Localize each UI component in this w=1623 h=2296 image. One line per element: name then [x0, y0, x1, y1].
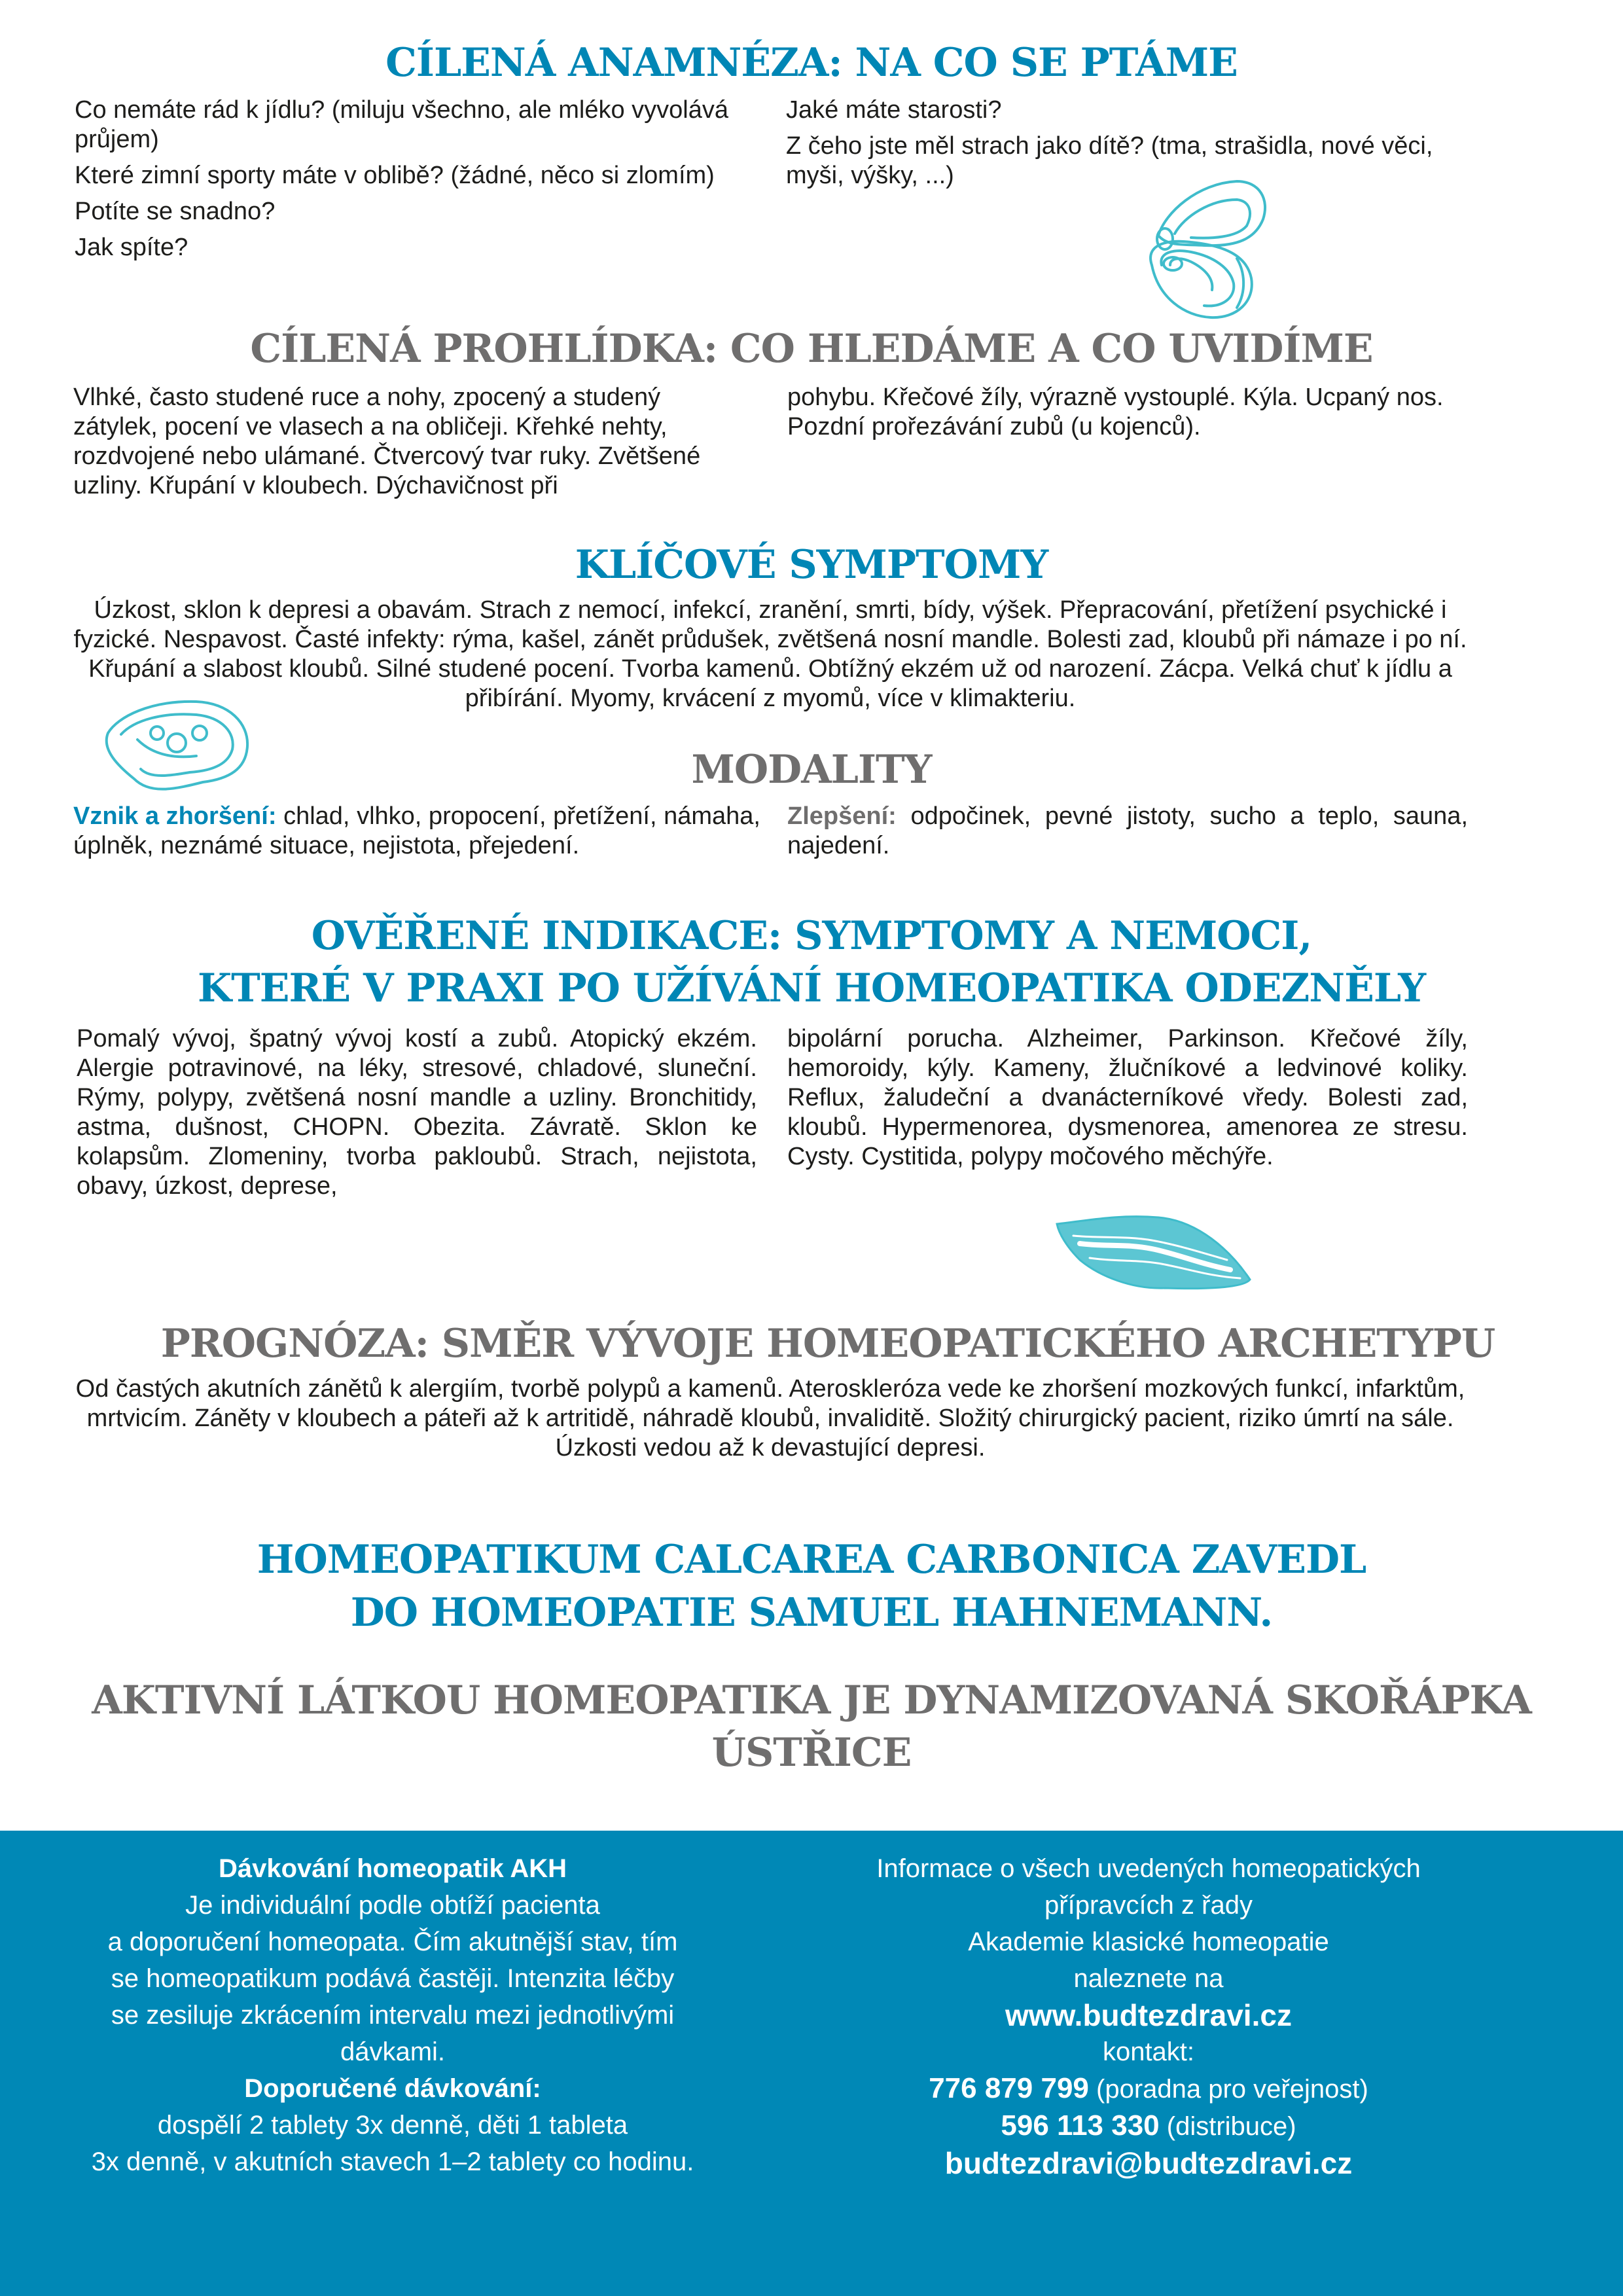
- info-line: naleznete na: [1073, 1964, 1224, 1993]
- indikace-left-column: Pomalý vývoj, špatný vývoj kostí a zubů. Atopický ekzém. Alergie potravinové, na léky, stresové, chladové, sluneční. Rýmy, polypy, zvětšená nosní mandle a uzliny. Bronchitidy, astma, dušnost, CHOPN. Obezita. Závratě. Sklon ke kolapsům. Zlomeniny, tvorba pakloubů. Strach, nejistota, obavy, úzkost, deprese,: [77, 1025, 757, 1200]
- anamneza-title: CÍLENÁ ANAMNÉZA: NA CO SE PTÁME: [385, 40, 1238, 86]
- dosage-line: se homeopatikum podává častěji. Intenzita léčby: [111, 1964, 675, 1993]
- anamneza-question: Z čeho jste měl strach jako dítě? (tma, strašidla, nové věci, myši, výšky, ...): [786, 132, 1433, 189]
- hahnemann-line2: DO HOMEOPATIE SAMUEL HAHNEMANN.: [350, 1590, 1273, 1636]
- indikace-title-line2: KTERÉ V PRAXI PO UŽÍVÁNÍ HOMEOPATIKA ODEZNĚLY: [197, 965, 1426, 1011]
- modality-better: [787, 802, 1468, 861]
- modality-better-text: odpočinek, pevné jistoty, sucho a teplo, sauna, najedení.: [787, 802, 1468, 859]
- phone-distribution-number[interactable]: 596 113 330: [1001, 2109, 1160, 2142]
- phone-distribution: [772, 2108, 1525, 2145]
- prohlidka-title: CÍLENÁ PROHLÍDKA: CO HLEDÁME A CO UVIDÍME: [250, 326, 1373, 372]
- phone-public-note: (poradna pro veřejnost): [1088, 2075, 1368, 2104]
- info-line: Informace o všech uvedených homeopatických: [876, 1854, 1421, 1883]
- anamneza-left-column: [75, 96, 768, 269]
- info-line: přípravcích z řady: [1044, 1891, 1253, 1920]
- prognoza-text: Od častých akutních zánětů k alergiím, tvorbě polypů a kamenů. Ateroskleróza vede ke zhoršení mozkových funkcí, infarktům, mrtvicím. Záněty v kloubech a páteři až k artritidě, náhradě kloubů, invaliditě. Složitý chirurgický pacient, riziko úmrtí na sále. Úzkosti vedou až k devastující depresi.: [75, 1375, 1465, 1462]
- modality-title: MODALITY: [691, 747, 932, 793]
- dosage-title: Dávkování homeopatik AKH: [219, 1854, 567, 1883]
- anamneza-question: Jak spíte?: [75, 234, 188, 261]
- anamneza-right-column: [786, 96, 1480, 197]
- prohlidka-right-column: pohybu. Křečové žíly, výrazně vystouplé. Kýla. Ucpaný nos. Pozdní prořezávání zubů (u kojenců).: [787, 384, 1444, 440]
- footer-contact: [772, 1850, 1525, 2181]
- recommended-dosage-title: Doporučené dávkování:: [244, 2074, 541, 2103]
- dosage-line: Je individuální podle obtíží pacienta: [185, 1891, 600, 1920]
- anamneza-question: Jaké máte starosti?: [786, 96, 1002, 124]
- modality-worse-text: chlad, vlhko, propocení, přetížení, námaha, úplněk, neznámé situace, nejistota, přejedení.: [73, 802, 760, 859]
- symptomy-title: KLÍČOVÉ SYMPTOMY: [575, 542, 1048, 588]
- anamneza-question: Potíte se snadno?: [75, 198, 276, 225]
- hahnemann-line1: HOMEOPATIKUM CALCAREA CARBONICA ZAVEDL: [257, 1537, 1366, 1583]
- indikace-right-column: bipolární porucha. Alzheimer, Parkinson. Křečové žíly, hemoroidy, kýly. Kameny, žlučníkové a ledvinové koliky. Reflux, žaludeční a dvanácterníkové vředy. Bolesti zad, kloubů. Hypermenorea, dysmenorea, amenorea ze stresu. Cysty. Cystitida, polypy močového měchýře.: [787, 1025, 1468, 1170]
- aktivni-line1: AKTIVNÍ LÁTKOU HOMEOPATIKA JE DYNAMIZOVANÁ SKOŘÁPKA: [92, 1677, 1531, 1723]
- modality-worse: [73, 802, 760, 861]
- phone-distribution-note: (distribuce): [1159, 2112, 1296, 2141]
- recommended-dosage-line: 3x denně, v akutních stavech 1–2 tablety co hodinu.: [91, 2147, 694, 2176]
- prognoza-title: PROGNÓZA: SMĚR VÝVOJE HOMEOPATICKÉHO ARCHETYPU: [160, 1321, 1495, 1367]
- info-line: Akademie klasické homeopatie: [968, 1928, 1329, 1956]
- modality-worse-label: Vznik a zhoršení:: [73, 802, 277, 830]
- oyster-shell-closed-icon: [1054, 1211, 1253, 1299]
- aktivni-line2: ÚSTŘICE: [711, 1730, 912, 1776]
- contact-label: kontakt:: [1102, 2037, 1195, 2066]
- prohlidka-left-column: Vlhké, často studené ruce a nohy, zpocený a studený zátylek, pocení ve vlasech a na obličeji. Křehké nehty, rozdvojené nebo ulámané. Čtvercový tvar ruky. Zvětšené uzliny. Křupání v kloubech. Dýchavičnost při: [73, 384, 701, 499]
- dosage-line: a doporučení homeopata. Čím akutnější stav, tím: [107, 1928, 678, 1956]
- phone-public-number[interactable]: 776 879 799: [929, 2072, 1089, 2104]
- anamneza-question: Které zimní sporty máte v oblibě? (žádné, něco si zlomím): [75, 162, 715, 189]
- footer: [0, 1831, 1623, 2296]
- email-link[interactable]: budtezdravi@budtezdravi.cz: [944, 2146, 1353, 2180]
- dosage-line: se zesiluje zkrácením intervalu mezi jednotlivými: [111, 2001, 675, 2030]
- oyster-shell-open-icon: [1139, 173, 1276, 321]
- symptomy-text: Úzkost, sklon k depresi a obavám. Strach z nemocí, infekcí, zranění, smrti, bídy, výšek. Přepracování, přetížení psychické i fyzické. Nespavost. Časté infekty: rýma, kašel, zánět průdušek, zvětšená nosní mandle. Bolesti zad, kloubů při námaze i po ní. Křupání a slabost kloubů. Silné studené pocení. Tvorba kamenů. Obtížný ekzém už od narození. Zácpa. Velká chuť k jídlu a přibírání. Myomy, krvácení z myomů, více v klimakteriu.: [73, 596, 1467, 712]
- dosage-line: dávkami.: [340, 2037, 446, 2066]
- website-link[interactable]: www.budtezdravi.cz: [1005, 1998, 1292, 2032]
- footer-dosage: [65, 1850, 720, 2180]
- indikace-title-line1: OVĚŘENÉ INDIKACE: SYMPTOMY A NEMOCI,: [311, 913, 1312, 959]
- recommended-dosage-line: dospělí 2 tablety 3x denně, děti 1 tableta: [157, 2111, 628, 2140]
- anamneza-question: Co nemáte rád k jídlu? (miluju všechno, ale mléko vyvolává průjem): [75, 96, 729, 153]
- phone-public: [772, 2070, 1525, 2108]
- modality-better-label: Zlepšení:: [787, 802, 897, 830]
